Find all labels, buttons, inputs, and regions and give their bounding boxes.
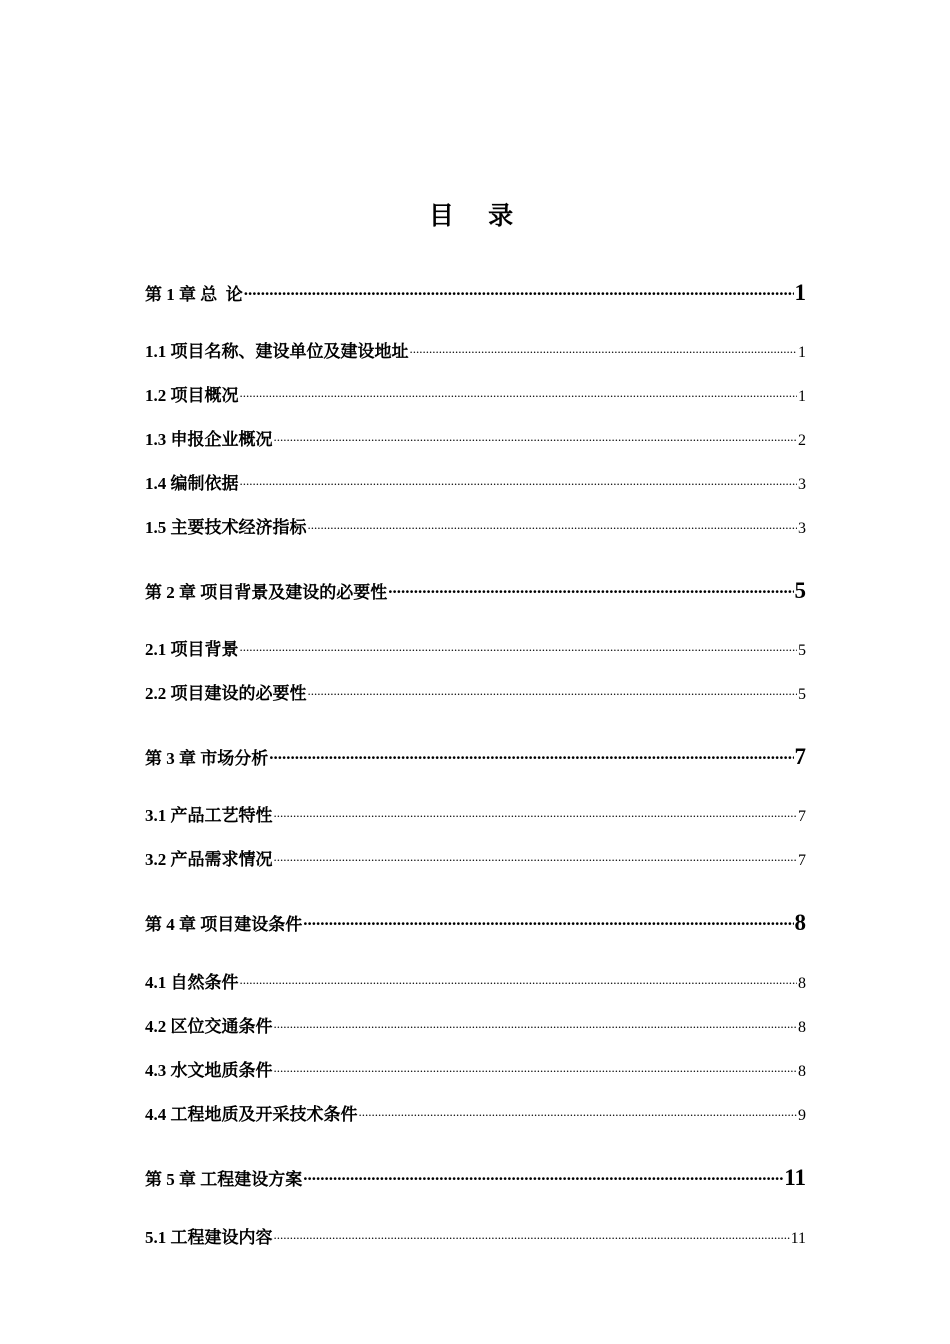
toc-page-number: 1: [798, 344, 806, 361]
toc-entry-number: 1.1: [145, 342, 167, 361]
toc-page-number: 5: [794, 578, 806, 603]
toc-dot-leader: [274, 852, 798, 865]
toc-page-number: 1: [798, 388, 806, 405]
toc-page-number: 11: [784, 1165, 806, 1190]
toc-dot-leader: [274, 432, 798, 445]
toc-entry-number: 5.1: [145, 1228, 167, 1247]
toc-entry-number: 4.4: [145, 1105, 167, 1124]
toc-entry-text: 项目建设的必要性: [170, 684, 307, 703]
toc-entry-text: 自然条件: [170, 973, 239, 992]
toc-page-number: 3: [798, 520, 806, 537]
toc-entry-text: 项目概况: [170, 386, 239, 405]
toc-entry-label: [145, 1056, 273, 1081]
toc-entry-number: 第 3 章: [145, 749, 196, 768]
toc-entry-text: 水文地质条件: [170, 1061, 273, 1080]
toc-entry-label: [145, 845, 273, 870]
toc-chapter-entry[interactable]: [145, 280, 806, 306]
toc-entry-number: 3.2: [145, 850, 167, 869]
toc-entry-number: 1.5: [145, 518, 167, 537]
toc-entry-label: [145, 679, 307, 704]
toc-dot-leader: [388, 581, 793, 598]
toc-entry-label: [145, 968, 239, 993]
toc-entry-text: 市场分析: [200, 749, 269, 768]
toc-chapter-entry[interactable]: [145, 1165, 806, 1191]
toc-dot-leader: [410, 344, 798, 357]
toc-section-entry[interactable]: [145, 679, 806, 704]
toc-page-number: 5: [798, 686, 806, 703]
toc-section-entry[interactable]: [145, 425, 806, 450]
toc-entry-text: 项目名称、建设单位及建设地址: [170, 342, 409, 361]
toc-section-entry[interactable]: [145, 1056, 806, 1081]
toc-section-entry[interactable]: [145, 1223, 806, 1248]
toc-section-entry[interactable]: [145, 845, 806, 870]
toc-entry-text: 工程建设内容: [170, 1228, 273, 1247]
toc-page-number: 7: [794, 744, 806, 769]
toc-entry-text: 总 论: [200, 285, 243, 304]
toc-page-number: 7: [798, 852, 806, 869]
toc-dot-leader: [269, 747, 793, 764]
toc-section-entry[interactable]: [145, 469, 806, 494]
toc-section-entry[interactable]: [145, 635, 806, 660]
toc-entry-label: [145, 425, 273, 450]
toc-entry-text: 区位交通条件: [170, 1017, 273, 1036]
toc-page-number: 5: [798, 642, 806, 659]
toc-section-entry[interactable]: [145, 1012, 806, 1037]
toc-entry-text: 工程建设方案: [200, 1170, 303, 1189]
toc-entry-text: 项目背景及建设的必要性: [200, 583, 388, 602]
toc-dot-leader: [240, 476, 798, 489]
toc-entry-number: 第 1 章: [145, 285, 196, 304]
toc-dot-leader: [274, 808, 798, 821]
toc-entry-label: [145, 744, 268, 769]
toc-section-entry[interactable]: [145, 337, 806, 362]
toc-dot-leader: [359, 1107, 798, 1120]
toc-entry-number: 1.2: [145, 386, 167, 405]
toc-dot-leader: [308, 520, 798, 533]
toc-section-entry[interactable]: [145, 968, 806, 993]
toc-entry-text: 申报企业概况: [170, 430, 273, 449]
toc-entry-label: [145, 910, 302, 935]
toc-entry-text: 项目背景: [170, 640, 239, 659]
toc-entry-label: [145, 1012, 273, 1037]
toc-entry-number: 第 2 章: [145, 583, 196, 602]
toc-page-number: 3: [798, 476, 806, 493]
toc-entry-label: [145, 280, 243, 305]
toc-dot-leader: [308, 686, 798, 699]
toc-page-number: 1: [794, 280, 806, 305]
toc-entry-label: [145, 469, 239, 494]
toc-dot-leader: [240, 642, 798, 655]
toc-entry-number: 3.1: [145, 806, 167, 825]
toc-entry-label: [145, 801, 273, 826]
toc-entry-label: [145, 513, 307, 538]
toc-chapter-entry[interactable]: [145, 578, 806, 604]
toc-entry-label: [145, 1100, 358, 1125]
toc-page-number: 8: [798, 1063, 806, 1080]
toc-entry-number: 4.1: [145, 973, 167, 992]
toc-entry-text: 项目建设条件: [200, 915, 303, 934]
toc-entry-label: [145, 1223, 273, 1248]
toc-entry-label: [145, 578, 387, 603]
toc-entry-number: 4.2: [145, 1017, 167, 1036]
toc-title: 目 录: [428, 203, 528, 230]
toc-page-number: 8: [798, 975, 806, 992]
toc-dot-leader: [240, 388, 798, 401]
toc-page-number: 2: [798, 432, 806, 449]
toc-section-entry[interactable]: [145, 513, 806, 538]
toc-entry-number: 1.3: [145, 430, 167, 449]
toc-entry-number: 1.4: [145, 474, 167, 493]
toc-entry-text: 工程地质及开采技术条件: [170, 1105, 358, 1124]
toc-entry-number: 4.3: [145, 1061, 167, 1080]
toc-page-number: 8: [798, 1019, 806, 1036]
toc-entry-text: 编制依据: [170, 474, 239, 493]
toc-page-number: 8: [794, 910, 806, 935]
toc-section-entry[interactable]: [145, 381, 806, 406]
toc-page-number: 7: [798, 808, 806, 825]
toc-page-number: 11: [790, 1230, 806, 1247]
toc-section-entry[interactable]: [145, 801, 806, 826]
toc-entry-number: 2.2: [145, 684, 167, 703]
toc-entry-number: 第 5 章: [145, 1170, 196, 1189]
toc-dot-leader: [303, 913, 793, 930]
toc-entry-text: 产品工艺特性: [170, 806, 273, 825]
toc-dot-leader: [274, 1063, 798, 1076]
toc-dot-leader: [274, 1230, 790, 1243]
toc-entry-text: 产品需求情况: [170, 850, 273, 869]
toc-entry-number: 2.1: [145, 640, 167, 659]
toc-entry-label: [145, 635, 239, 660]
toc-entry-number: 第 4 章: [145, 915, 196, 934]
toc-chapter-entry[interactable]: [145, 744, 806, 770]
toc-dot-leader: [240, 975, 798, 988]
toc-entry-text: 主要技术经济指标: [170, 518, 307, 537]
toc-page-number: 9: [798, 1107, 806, 1124]
toc-section-entry[interactable]: [145, 1100, 806, 1125]
toc-dot-leader: [303, 1168, 783, 1185]
toc-entry-label: [145, 337, 409, 362]
toc-entry-label: [145, 381, 239, 406]
toc-entry-label: [145, 1165, 302, 1190]
toc-dot-leader: [274, 1019, 798, 1032]
toc-dot-leader: [244, 283, 794, 300]
toc-chapter-entry[interactable]: [145, 910, 806, 936]
